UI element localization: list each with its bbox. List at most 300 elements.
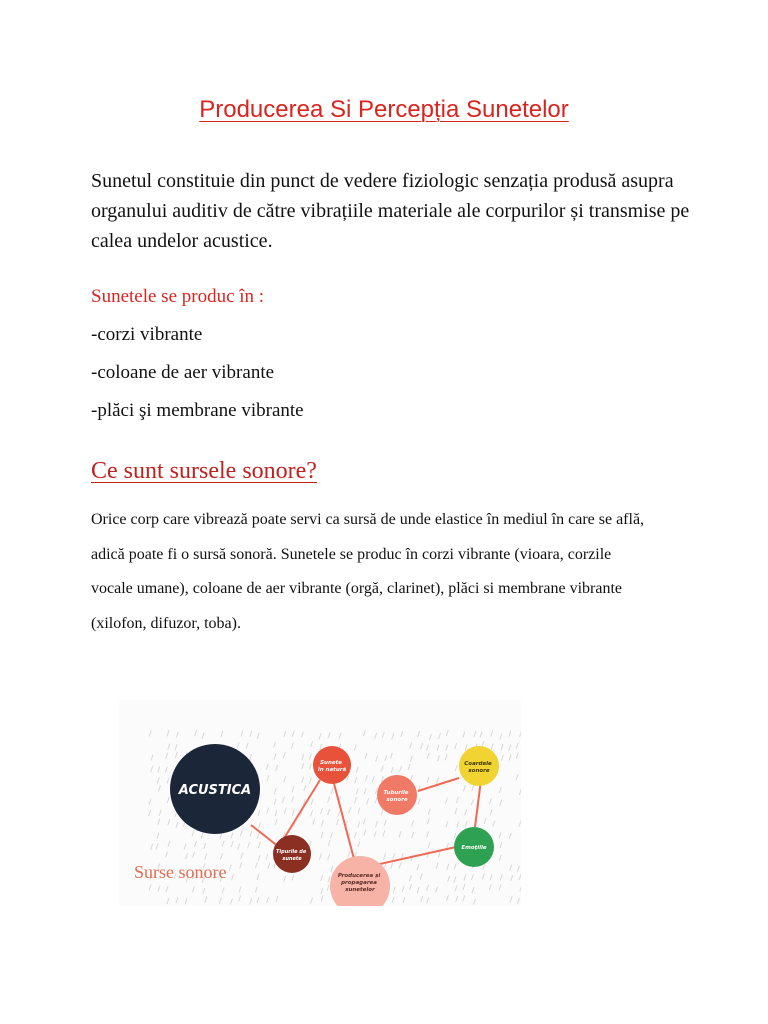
hatch-mark	[465, 821, 467, 827]
hatch-mark	[393, 853, 395, 859]
hatch-mark	[446, 821, 448, 827]
body-paragraph: Orice corp care vibrează poate servi ca sursă de unde elastice în mediul în care se află, adică poate fi o sursă sonoră. Sunetele se produc în corzi vibrante (vioara, corzile vocale umane), coloane de aer vibrante (orgă, clarinet), plăci si membrane vibrante (xilofon, difuzor, toba).	[91, 511, 645, 632]
hatch-mark	[282, 797, 284, 803]
hatch-mark	[241, 853, 243, 859]
hatch-mark	[239, 886, 241, 892]
list-item: -coloane de aer vibrante	[91, 362, 275, 383]
hatch-mark	[151, 755, 153, 761]
acoustics-diagram	[119, 700, 521, 906]
hatch-mark	[205, 854, 207, 860]
hatch-mark	[241, 730, 243, 736]
hatch-mark	[176, 822, 178, 828]
hatch-mark	[374, 831, 376, 837]
hatch-mark	[520, 885, 521, 891]
hatch-mark	[510, 896, 512, 902]
list-item: -plăci şi membrane vibrante	[91, 400, 304, 421]
hatch-mark	[472, 887, 474, 893]
node-label: Producerea și	[337, 873, 381, 879]
hatch-mark	[401, 731, 403, 737]
hatch-mark	[151, 844, 153, 850]
hatch-mark	[409, 875, 411, 881]
hatch-mark	[455, 743, 457, 749]
hatch-mark	[175, 744, 177, 750]
hatch-mark	[319, 734, 321, 740]
hatch-mark	[437, 777, 439, 783]
hatch-mark	[446, 745, 448, 751]
node-label: sunete	[282, 856, 302, 862]
hatch-mark	[499, 855, 501, 861]
hatch-mark	[255, 887, 257, 893]
hatch-mark	[375, 797, 377, 803]
hatch-mark	[268, 863, 270, 869]
hatch-mark	[392, 733, 394, 739]
hatch-mark	[410, 775, 412, 781]
list-item: -corzi vibrante	[91, 324, 203, 345]
hatch-mark	[364, 788, 366, 794]
hatch-mark	[222, 841, 224, 847]
hatch-mark	[284, 731, 286, 737]
hatch-mark	[310, 898, 312, 904]
svg-text:Emoţiile	[461, 845, 487, 851]
hatch-mark	[258, 842, 260, 848]
hatch-mark	[291, 743, 293, 749]
hatch-mark	[158, 819, 160, 825]
hatch-mark	[367, 798, 369, 804]
hatch-mark	[167, 730, 169, 736]
hatch-mark	[455, 765, 457, 771]
hatch-mark	[328, 797, 330, 803]
hatch-mark	[421, 743, 423, 749]
hatch-mark	[408, 764, 410, 770]
hatch-mark	[417, 887, 419, 893]
hatch-mark	[321, 832, 323, 838]
hatch-mark	[517, 898, 519, 904]
hatch-mark	[376, 756, 378, 762]
hatch-mark	[500, 733, 502, 739]
hatch-mark	[454, 833, 456, 839]
main-node	[170, 744, 260, 834]
hatch-mark	[489, 884, 491, 890]
hatch-mark	[427, 897, 429, 903]
hatch-mark	[381, 766, 383, 772]
hatch-mark	[275, 819, 277, 825]
hatch-mark	[165, 767, 167, 773]
hatch-mark	[354, 832, 356, 838]
hatch-mark	[328, 854, 330, 860]
node-label: Sunete	[320, 760, 342, 766]
hatch-mark	[464, 874, 466, 880]
hatch-mark	[418, 798, 420, 804]
hatch-mark	[266, 854, 268, 860]
hatch-mark	[232, 874, 234, 880]
hatch-mark	[381, 809, 383, 815]
node-label: sonore	[386, 797, 408, 803]
node-label: Coardele	[464, 761, 492, 767]
hatch-mark	[463, 895, 465, 901]
hatch-mark	[222, 887, 224, 893]
hatch-mark	[274, 754, 276, 760]
hatch-mark	[501, 744, 503, 750]
hatch-mark	[517, 866, 519, 872]
hatch-mark	[230, 898, 232, 904]
hatch-mark	[438, 733, 440, 739]
hatch-mark	[427, 777, 429, 783]
hatch-mark	[465, 745, 467, 751]
hatch-mark	[302, 754, 304, 760]
hatch-mark	[319, 854, 321, 860]
hatch-mark	[158, 785, 160, 791]
node-label: în natură	[317, 767, 347, 773]
hatch-mark	[267, 775, 269, 781]
hatch-mark	[410, 743, 412, 749]
hatch-mark	[221, 731, 223, 737]
hatch-mark	[311, 799, 313, 805]
hatch-mark	[311, 810, 313, 816]
hatch-mark	[176, 897, 178, 903]
hatch-mark	[510, 865, 512, 871]
hatch-mark	[184, 844, 186, 850]
hatch-mark	[309, 841, 311, 847]
hatch-mark	[402, 886, 404, 892]
hatch-mark	[356, 788, 358, 794]
hatch-mark	[231, 841, 233, 847]
hatch-mark	[437, 745, 439, 751]
hatch-mark	[445, 754, 447, 760]
hatch-mark	[403, 897, 405, 903]
diagram-node-tipuri	[273, 835, 311, 873]
hatch-mark	[237, 742, 239, 748]
hatch-mark	[284, 876, 286, 882]
hatch-mark	[516, 753, 518, 759]
hatch-mark	[321, 875, 323, 881]
hatch-mark	[158, 766, 160, 772]
hatch-mark	[166, 851, 168, 857]
hatch-mark	[331, 866, 333, 872]
hatch-mark	[509, 833, 511, 839]
hatch-mark	[385, 755, 387, 761]
hatch-mark	[392, 896, 394, 902]
hatch-mark	[321, 896, 323, 902]
hatch-mark	[375, 788, 377, 794]
hatch-mark	[500, 842, 502, 848]
hatch-mark	[375, 821, 377, 827]
hatch-mark	[455, 808, 457, 814]
hatch-mark	[202, 733, 204, 739]
hatch-mark	[258, 855, 260, 861]
hatch-mark	[313, 818, 315, 824]
hatch-mark	[358, 822, 360, 828]
hatch-mark	[349, 807, 351, 813]
hatch-mark	[159, 810, 161, 816]
hatch-mark	[250, 731, 252, 737]
hatch-mark	[365, 775, 367, 781]
hatch-mark	[284, 776, 286, 782]
hatch-mark	[267, 897, 269, 903]
hatch-mark	[274, 799, 276, 805]
hatch-mark	[355, 777, 357, 783]
hatch-mark	[250, 831, 252, 837]
hatch-mark	[283, 752, 285, 758]
hatch-mark	[501, 755, 503, 761]
hatch-mark	[499, 787, 501, 793]
hatch-mark	[167, 898, 169, 904]
hatch-mark	[383, 830, 385, 836]
hatch-mark	[195, 730, 197, 736]
hatch-mark	[399, 831, 401, 837]
hatch-mark	[427, 753, 429, 759]
hatch-mark	[240, 830, 242, 836]
node-label: Tipurile de	[275, 849, 307, 855]
hatch-mark	[302, 777, 304, 783]
hatch-mark	[328, 809, 330, 815]
hatch-mark	[463, 884, 465, 890]
hatch-mark	[331, 832, 333, 838]
hatch-mark	[446, 895, 448, 901]
hatch-mark	[168, 819, 170, 825]
hatch-mark	[220, 853, 222, 859]
hatch-mark	[238, 844, 240, 850]
hatch-mark	[320, 808, 322, 814]
diagram-node-tuburile	[377, 775, 417, 815]
hatch-mark	[436, 863, 438, 869]
hatch-mark	[420, 874, 422, 880]
hatch-mark	[259, 822, 261, 828]
hatch-mark	[292, 810, 294, 816]
hatch-mark	[255, 862, 257, 868]
hatch-mark	[384, 853, 386, 859]
hatch-mark	[519, 789, 521, 795]
hatch-mark	[292, 874, 294, 880]
intro-paragraph: Sunetul constituie din punct de vedere fiziologic senzația produsă asupra organului auditiv de către vibrațiile materiale ale corpurilor și transmise pe calea undelor acustice.	[91, 170, 690, 252]
hatch-mark	[390, 753, 392, 759]
hatch-mark	[321, 820, 323, 826]
hatch-mark	[457, 821, 459, 827]
hatch-mark	[321, 888, 323, 894]
hatch-mark	[490, 874, 492, 880]
hatch-mark	[220, 833, 222, 839]
hatch-mark	[472, 785, 474, 791]
hatch-mark	[417, 864, 419, 870]
hatch-mark	[311, 741, 313, 747]
hatch-mark	[327, 885, 329, 891]
hatch-mark	[149, 730, 151, 736]
node-label: sunetelor	[345, 887, 375, 893]
hatch-mark	[454, 877, 456, 883]
hatch-mark	[437, 755, 439, 761]
hatch-mark	[480, 731, 482, 737]
hatch-mark	[257, 832, 259, 838]
svg-text:Coardele sonore	[464, 761, 493, 774]
hatch-mark	[167, 797, 169, 803]
hatch-mark	[176, 732, 178, 738]
hatch-mark	[328, 876, 330, 882]
hatch-mark	[474, 731, 476, 737]
hatch-mark	[158, 885, 160, 891]
sources-heading: Sunetele se produc în :	[91, 286, 265, 307]
hatch-mark	[365, 753, 367, 759]
hatch-mark	[274, 788, 276, 794]
hatch-mark	[445, 798, 447, 804]
diagram-svg	[119, 700, 521, 906]
hatch-mark	[175, 752, 177, 758]
hatch-mark	[399, 862, 401, 868]
hatch-mark	[192, 830, 194, 836]
hatch-mark	[292, 731, 294, 737]
hatch-mark	[391, 863, 393, 869]
hatch-mark	[257, 897, 259, 903]
hatch-mark	[427, 885, 429, 891]
hatch-mark	[471, 874, 473, 880]
hatch-mark	[384, 820, 386, 826]
hatch-mark	[203, 888, 205, 894]
hatch-mark	[456, 797, 458, 803]
hatch-mark	[166, 753, 168, 759]
hatch-mark	[250, 754, 252, 760]
diagram-node-natura	[313, 746, 351, 784]
hatch-mark	[338, 811, 340, 817]
hatch-mark	[511, 875, 513, 881]
hatch-mark	[372, 776, 374, 782]
hatch-mark	[267, 808, 269, 814]
diagram-node-coardele	[459, 746, 499, 786]
hatch-mark	[339, 733, 341, 739]
hatch-mark	[309, 778, 311, 784]
hatch-mark	[201, 833, 203, 839]
svg-text:Tuburile sonore	[384, 790, 411, 803]
hatch-mark	[465, 809, 467, 815]
hatch-mark	[157, 833, 159, 839]
diagram-node-emotii	[454, 827, 494, 867]
hatch-mark	[436, 887, 438, 893]
hatch-mark	[166, 886, 168, 892]
hatch-mark	[149, 884, 151, 890]
hatch-mark	[463, 732, 465, 738]
hatch-mark	[257, 874, 259, 880]
hatch-mark	[421, 896, 423, 902]
hatch-mark	[167, 778, 169, 784]
hatch-mark	[509, 745, 511, 751]
hatch-mark	[491, 730, 493, 736]
hatch-mark	[447, 864, 449, 870]
hatch-mark	[240, 862, 242, 868]
hatch-mark	[516, 742, 518, 748]
hatch-mark	[320, 744, 322, 750]
hatch-mark	[328, 732, 330, 738]
hatch-mark	[446, 730, 448, 736]
hatch-mark	[489, 798, 491, 804]
hatch-mark	[428, 842, 430, 848]
hatch-mark	[471, 799, 473, 805]
hatch-mark	[412, 820, 414, 826]
hatch-mark	[257, 733, 259, 739]
hatch-mark	[309, 754, 311, 760]
hatch-mark	[426, 745, 428, 751]
hatch-mark	[516, 774, 518, 780]
section-heading: Ce sunt sursele sonore?	[91, 458, 317, 484]
hatch-mark	[195, 841, 197, 847]
hatch-mark	[231, 833, 233, 839]
hatch-mark	[258, 810, 260, 816]
hatch-mark	[484, 818, 486, 824]
hatch-mark	[520, 731, 521, 737]
hatch-mark	[151, 766, 153, 772]
hatch-mark	[266, 764, 268, 770]
diagram-caption: Surse sonore	[134, 862, 227, 882]
hatch-mark	[205, 897, 207, 903]
svg-text:Sunete în natură	[318, 760, 347, 773]
hatch-mark	[309, 763, 311, 769]
hatch-mark	[456, 896, 458, 902]
hatch-mark	[248, 842, 250, 848]
hatch-mark	[375, 733, 377, 739]
hatch-mark	[358, 841, 360, 847]
hatch-mark	[328, 840, 330, 846]
hatch-mark	[292, 786, 294, 792]
node-label: propagarea	[341, 880, 377, 886]
hatch-mark	[429, 734, 431, 740]
hatch-mark	[149, 810, 151, 816]
hatch-mark	[331, 788, 333, 794]
hatch-mark	[302, 763, 304, 769]
hatch-mark	[304, 785, 306, 791]
main-node-label: ACUSTICA	[178, 783, 252, 798]
hatch-mark	[473, 899, 475, 905]
hatch-mark	[149, 799, 151, 805]
hatch-mark	[156, 843, 158, 849]
hatch-mark	[482, 874, 484, 880]
hatch-mark	[239, 895, 241, 901]
hatch-mark	[438, 851, 440, 857]
hatch-mark	[168, 744, 170, 750]
hatch-mark	[363, 818, 365, 824]
hatch-mark	[412, 832, 414, 838]
hatch-mark	[509, 754, 511, 760]
hatch-mark	[491, 744, 493, 750]
hatch-mark	[354, 745, 356, 751]
hatch-mark	[519, 821, 521, 827]
hatch-mark	[276, 765, 278, 771]
hatch-mark	[275, 810, 277, 816]
sources-list	[91, 322, 304, 436]
hatch-mark	[418, 731, 420, 737]
hatch-mark	[358, 808, 360, 814]
hatch-mark	[337, 819, 339, 825]
hatch-mark	[185, 898, 187, 904]
node-label: Tuburile	[383, 790, 409, 796]
hatch-mark	[393, 886, 395, 892]
hatch-mark	[276, 896, 278, 902]
node-label: Emoţiile	[461, 845, 487, 851]
hatch-mark	[428, 809, 430, 815]
hatch-mark	[204, 843, 206, 849]
hatch-mark	[157, 777, 159, 783]
hatch-mark	[356, 767, 358, 773]
hatch-mark	[246, 742, 248, 748]
hatch-mark	[499, 884, 501, 890]
hatch-mark	[448, 876, 450, 882]
hatch-mark	[500, 874, 502, 880]
node-label: sonore	[468, 768, 490, 774]
hatch-mark	[363, 730, 365, 736]
hatch-mark	[455, 885, 457, 891]
hatch-mark	[400, 766, 402, 772]
document-title: Producerea Si Percepția Sunetelor	[199, 96, 569, 123]
hatch-mark	[292, 796, 294, 802]
hatch-mark	[509, 731, 511, 737]
hatch-mark	[219, 898, 221, 904]
hatch-mark	[186, 853, 188, 859]
hatch-mark	[427, 818, 429, 824]
